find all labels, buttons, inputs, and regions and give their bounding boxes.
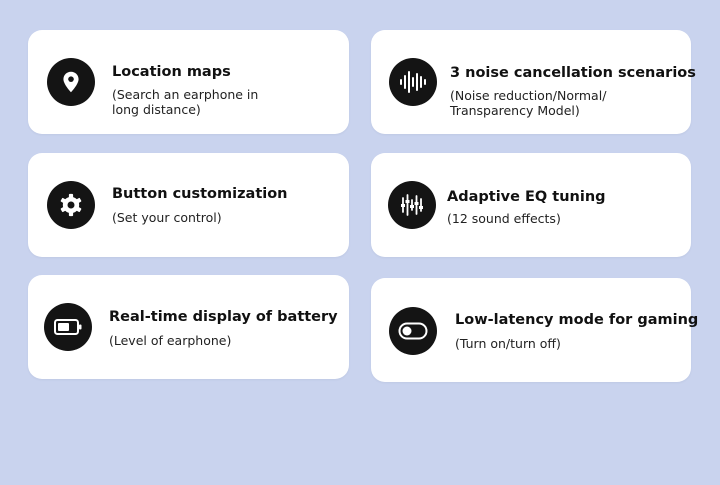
feature-title: 3 noise cancellation scenarios: [450, 65, 696, 81]
feature-description: (Set your control): [112, 210, 222, 225]
feature-title: Low-latency mode for gaming: [455, 312, 699, 328]
feature-description: (Level of earphone): [109, 333, 232, 348]
location-pin-icon: [47, 58, 95, 106]
feature-description: (12 sound effects): [447, 211, 561, 226]
feature-description: (Turn on/turn off): [455, 336, 561, 351]
feature-card-low-latency-mode: [371, 278, 699, 382]
sound-wave-icon: [389, 58, 437, 106]
feature-description: (Noise reduction/Normal/ Transparency Model): [450, 88, 607, 118]
battery-icon: [44, 303, 92, 351]
feature-title: Real-time display of battery: [109, 309, 338, 325]
feature-card-button-customization: [28, 153, 349, 257]
toggle-icon: [389, 307, 437, 355]
equalizer-icon: [388, 181, 436, 229]
feature-card-location-maps: [28, 30, 349, 134]
feature-description: (Search an earphone in long distance): [112, 87, 259, 117]
feature-title: Button customization: [112, 186, 288, 202]
feature-card-noise-cancellation: [371, 30, 696, 134]
feature-title: Location maps: [112, 64, 231, 80]
gear-icon: [47, 181, 95, 229]
feature-card-adaptive-eq: [371, 153, 691, 257]
feature-card-battery-display: [28, 275, 349, 379]
feature-title: Adaptive EQ tuning: [447, 189, 606, 205]
